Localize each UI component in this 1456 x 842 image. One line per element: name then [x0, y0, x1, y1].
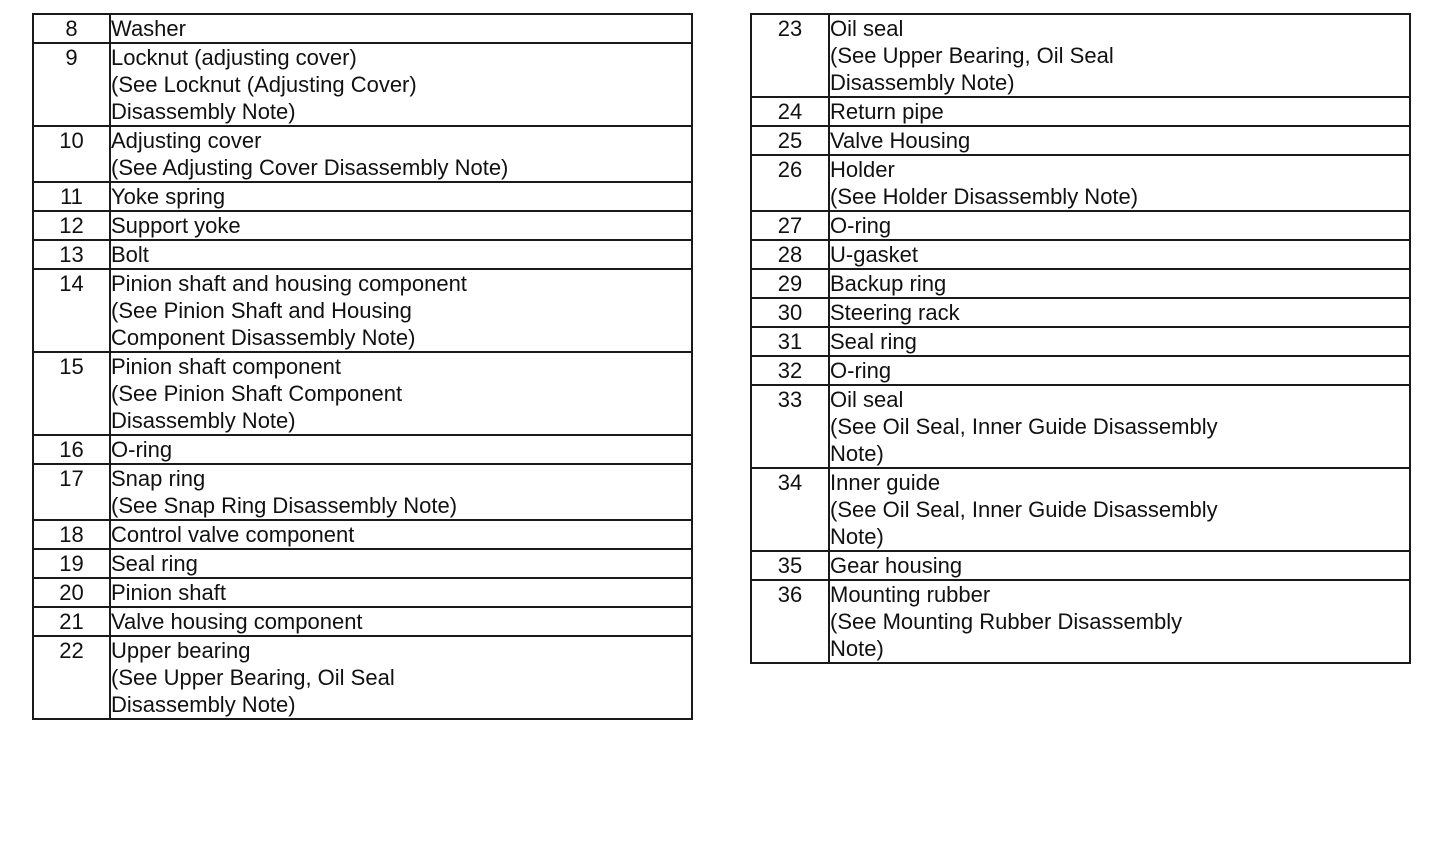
description-line: Note) — [830, 441, 884, 466]
part-number: 34 — [751, 468, 829, 551]
part-number: 31 — [751, 327, 829, 356]
description-line: Component Disassembly Note) — [111, 325, 416, 350]
part-number: 17 — [33, 464, 110, 520]
part-description — [829, 356, 1410, 385]
part-number: 29 — [751, 269, 829, 298]
description-line: Disassembly Note) — [111, 99, 296, 124]
part-number: 11 — [33, 182, 110, 211]
part-number: 27 — [751, 211, 829, 240]
table-row — [751, 580, 1410, 663]
part-description — [110, 520, 692, 549]
part-description — [110, 636, 692, 719]
table-row — [33, 43, 692, 126]
part-description — [829, 580, 1410, 663]
part-number: 15 — [33, 352, 110, 435]
description-line: Return pipe — [830, 99, 944, 124]
description-line: (See Oil Seal, Inner Guide Disassembly — [830, 497, 1218, 522]
description-line: (See Holder Disassembly Note) — [830, 184, 1139, 209]
description-line: Valve Housing — [830, 128, 971, 153]
description-line: Yoke spring — [111, 184, 226, 209]
part-number: 10 — [33, 126, 110, 182]
table-row — [33, 549, 692, 578]
part-number: 16 — [33, 435, 110, 464]
table-row — [751, 327, 1410, 356]
description-line: Snap ring — [111, 466, 206, 491]
part-description — [110, 607, 692, 636]
table-row — [33, 269, 692, 352]
part-description — [829, 468, 1410, 551]
part-description — [829, 211, 1410, 240]
description-line: Holder — [830, 157, 895, 182]
description-line: Steering rack — [830, 300, 960, 325]
table-row — [33, 578, 692, 607]
parts-table-right — [750, 13, 1411, 664]
part-description — [110, 269, 692, 352]
table-row — [33, 636, 692, 719]
description-line: Upper bearing — [111, 638, 251, 663]
table-row — [33, 464, 692, 520]
part-description — [110, 126, 692, 182]
table-row — [751, 211, 1410, 240]
part-description — [829, 126, 1410, 155]
part-description — [829, 269, 1410, 298]
description-line: Pinion shaft — [111, 580, 226, 605]
part-number: 9 — [33, 43, 110, 126]
part-description — [829, 298, 1410, 327]
description-line: Pinion shaft component — [111, 354, 341, 379]
description-line: (See Mounting Rubber Disassembly — [830, 609, 1183, 634]
description-line: Backup ring — [830, 271, 947, 296]
table-row — [33, 607, 692, 636]
table-row — [751, 240, 1410, 269]
description-line: (See Upper Bearing, Oil Seal — [111, 665, 395, 690]
part-number: 23 — [751, 14, 829, 97]
description-line: (See Pinion Shaft and Housing — [111, 298, 412, 323]
part-description — [110, 464, 692, 520]
part-number: 33 — [751, 385, 829, 468]
table-row — [33, 240, 692, 269]
description-line: Inner guide — [830, 470, 941, 495]
part-number: 19 — [33, 549, 110, 578]
part-description — [110, 240, 692, 269]
table-row — [751, 14, 1410, 97]
description-line: Disassembly Note) — [111, 408, 296, 433]
description-line: Disassembly Note) — [830, 70, 1015, 95]
description-line: Adjusting cover — [111, 128, 262, 153]
part-number: 26 — [751, 155, 829, 211]
part-description — [829, 240, 1410, 269]
part-number: 35 — [751, 551, 829, 580]
part-description — [110, 549, 692, 578]
table-row — [33, 14, 692, 43]
part-number: 22 — [33, 636, 110, 719]
description-line: Support yoke — [111, 213, 241, 238]
part-description — [829, 385, 1410, 468]
table-row — [33, 211, 692, 240]
part-number: 25 — [751, 126, 829, 155]
description-line: Bolt — [111, 242, 149, 267]
part-description — [110, 578, 692, 607]
description-line: Pinion shaft and housing component — [111, 271, 467, 296]
part-number: 28 — [751, 240, 829, 269]
part-description — [110, 352, 692, 435]
description-line: Locknut (adjusting cover) — [111, 45, 357, 70]
table-row — [751, 468, 1410, 551]
description-line: Control valve component — [111, 522, 355, 547]
part-number: 21 — [33, 607, 110, 636]
description-line: Disassembly Note) — [111, 692, 296, 717]
parts-table-right-body — [751, 14, 1410, 663]
description-line: Oil seal — [830, 387, 904, 412]
description-line: Note) — [830, 636, 884, 661]
table-row — [751, 155, 1410, 211]
part-number: 24 — [751, 97, 829, 126]
part-description — [110, 182, 692, 211]
table-row — [33, 352, 692, 435]
description-line: (See Pinion Shaft Component — [111, 381, 403, 406]
description-line: (See Locknut (Adjusting Cover) — [111, 72, 417, 97]
part-description — [110, 14, 692, 43]
description-line: Note) — [830, 524, 884, 549]
description-line: Valve housing component — [111, 609, 363, 634]
description-line: O-ring — [111, 437, 173, 462]
description-line: U-gasket — [830, 242, 919, 267]
description-line: (See Oil Seal, Inner Guide Disassembly — [830, 414, 1218, 439]
part-number: 8 — [33, 14, 110, 43]
description-line: Oil seal — [830, 16, 904, 41]
part-number: 14 — [33, 269, 110, 352]
table-row — [33, 520, 692, 549]
table-row — [751, 356, 1410, 385]
description-line: Seal ring — [111, 551, 198, 576]
part-description — [110, 435, 692, 464]
description-line: Mounting rubber — [830, 582, 991, 607]
table-row — [751, 385, 1410, 468]
table-row — [33, 182, 692, 211]
table-row — [751, 97, 1410, 126]
table-row — [33, 126, 692, 182]
parts-table-left-body — [33, 14, 692, 719]
description-line: Gear housing — [830, 553, 963, 578]
part-number: 18 — [33, 520, 110, 549]
part-description — [110, 43, 692, 126]
description-line: O-ring — [830, 358, 892, 383]
part-description — [829, 327, 1410, 356]
part-description — [829, 551, 1410, 580]
description-line: (See Snap Ring Disassembly Note) — [111, 493, 458, 518]
part-number: 36 — [751, 580, 829, 663]
part-number: 20 — [33, 578, 110, 607]
description-line: Seal ring — [830, 329, 917, 354]
table-row — [751, 551, 1410, 580]
part-number: 32 — [751, 356, 829, 385]
part-number: 30 — [751, 298, 829, 327]
description-line: (See Upper Bearing, Oil Seal — [830, 43, 1114, 68]
part-description — [829, 155, 1410, 211]
part-number: 13 — [33, 240, 110, 269]
description-line: O-ring — [830, 213, 892, 238]
table-row — [751, 269, 1410, 298]
part-description — [829, 14, 1410, 97]
description-line: (See Adjusting Cover Disassembly Note) — [111, 155, 509, 180]
table-row — [751, 126, 1410, 155]
parts-table-left — [32, 13, 693, 720]
part-description — [110, 211, 692, 240]
part-number: 12 — [33, 211, 110, 240]
description-line: Washer — [111, 16, 186, 41]
table-row — [33, 435, 692, 464]
table-row — [751, 298, 1410, 327]
part-description — [829, 97, 1410, 126]
